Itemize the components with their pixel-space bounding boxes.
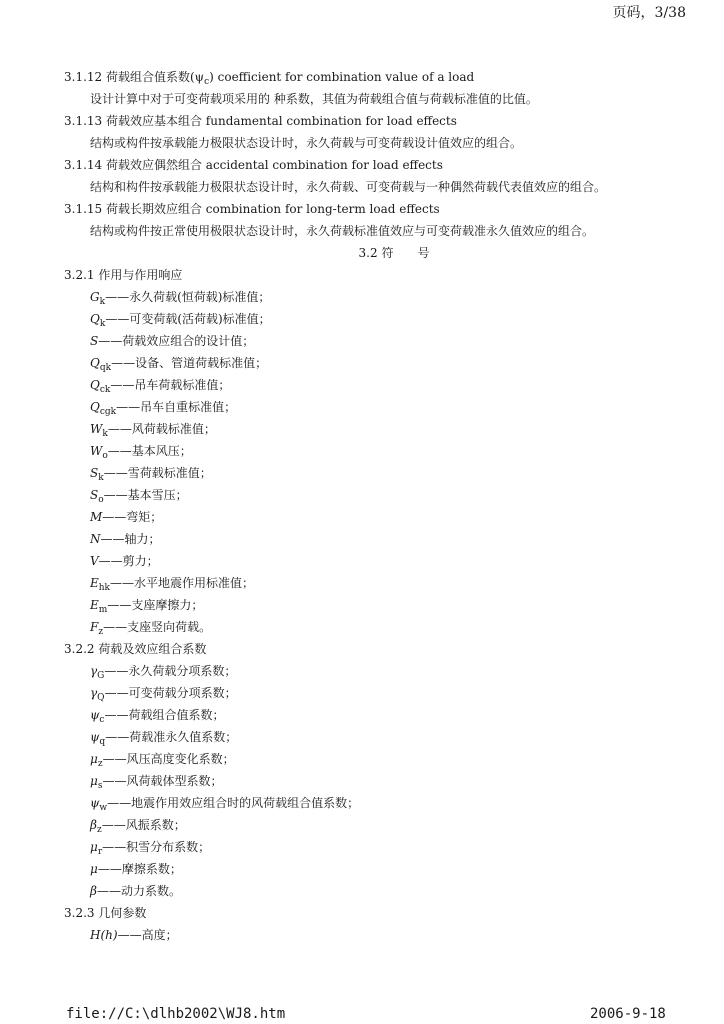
symbol-item: [64, 374, 684, 396]
symbol-item: [64, 660, 684, 682]
symbol-description: ——水平地震作用标准值；: [110, 576, 255, 590]
symbol: W: [90, 444, 103, 458]
symbol: μ: [90, 774, 98, 788]
symbol-description: ——地震作用效应组合时的风荷载组合值系数；: [107, 796, 360, 810]
symbol-subscript: k: [98, 473, 104, 483]
symbol-item: [64, 484, 684, 506]
symbol: μ: [90, 862, 98, 876]
symbol-item: [64, 814, 684, 836]
symbol-description: ——风振系数；: [101, 818, 186, 832]
symbol: β: [90, 884, 97, 898]
symbol-subscript: c: [99, 715, 105, 725]
symbol-description: ——永久荷载(恒荷载)标准值；: [105, 290, 271, 304]
symbol-description: ——高度；: [117, 928, 178, 942]
symbol-subscript: ck: [99, 385, 111, 395]
symbol: Q: [90, 378, 100, 392]
term-heading: 3.1.12 荷载组合值系数$(\psi_c)$ coefficient for combination value of a load: [64, 70, 475, 87]
symbol: ψ: [90, 796, 100, 810]
term-heading: 3.1.13 荷载效应基本组合 fundamental combination for load effects: [64, 114, 457, 128]
page-number: 页码，3/38: [612, 5, 686, 21]
symbol-item: [64, 682, 684, 704]
symbol-item: [64, 726, 684, 748]
symbol: ψ: [90, 730, 100, 744]
symbol-subscript: z: [98, 627, 104, 637]
symbol-description: ——荷载效应组合的设计值；: [98, 334, 255, 348]
symbol-item: [64, 858, 684, 880]
symbol-description: ——吊车荷载标准值；: [110, 378, 231, 392]
symbol: S: [90, 466, 99, 480]
symbol-item: [64, 462, 684, 484]
symbol-description: ——积雪分布系数；: [102, 840, 211, 854]
symbol-item: [64, 330, 684, 352]
symbol-subscript: m: [98, 605, 108, 615]
term-definition: 设计计算中对于可变荷载项采用的 种系数，其值为荷载组合值与荷载标准值的比值。: [90, 92, 538, 106]
symbol-description: ——可变荷载(活荷载)标准值；: [105, 312, 271, 326]
symbol-item: [64, 770, 684, 792]
symbol-item: [64, 286, 684, 308]
symbol-description: ——吊车自重标准值；: [116, 400, 237, 414]
symbol: S: [90, 334, 99, 348]
symbol-description: ——支座竖向荷载。: [103, 620, 212, 634]
symbol: F: [90, 620, 99, 634]
symbol-subscript: G: [97, 671, 105, 681]
subsection-title: 3.2.1 作用与作用响应: [64, 268, 183, 282]
symbol: μ: [90, 752, 98, 766]
symbol: E: [90, 598, 99, 612]
symbol-item: [64, 616, 684, 638]
symbol-description: ——风荷载体型系数；: [102, 774, 223, 788]
symbol-item: [64, 836, 684, 858]
symbol-list: [64, 924, 684, 946]
symbol-list: [64, 660, 684, 902]
symbol-description: ——摩擦系数；: [97, 862, 182, 876]
symbol-description: ——荷载组合值系数；: [104, 708, 225, 722]
symbol-description: ——动力系数。: [96, 884, 181, 898]
symbol: E: [90, 576, 99, 590]
symbol-description: ——可变荷载分项系数；: [104, 686, 237, 700]
symbol-subscript: s: [97, 781, 103, 791]
symbol-subscript: k: [99, 319, 106, 329]
symbol-item: [64, 352, 684, 374]
symbol-item: [64, 880, 684, 902]
symbol-description: ——雪荷载标准值；: [103, 466, 212, 480]
symbol-item: [64, 704, 684, 726]
symbol-subscript: cgk: [99, 407, 117, 417]
term-definition: 结构和构件按承载能力极限状态设计时，永久荷载、可变荷载与一种偶然荷载代表值效应的组合。: [90, 180, 607, 194]
symbol-description: ——荷载准永久值系数；: [105, 730, 238, 744]
symbol-subscript: r: [97, 847, 103, 857]
symbol: H(h): [90, 928, 118, 942]
symbol-item: [64, 506, 684, 528]
symbol: Q: [90, 400, 100, 414]
symbol-description: ——支座摩擦力；: [107, 598, 204, 612]
symbol-subscript: k: [99, 297, 106, 307]
subsection-title: 3.2.3 几何参数: [64, 906, 147, 920]
symbol-description: ——风荷载标准值；: [107, 422, 216, 436]
symbol: ψ: [90, 708, 100, 722]
symbol-item: [64, 748, 684, 770]
section-title: 3.2 符 号: [358, 246, 430, 260]
symbol-description: ——剪力；: [98, 554, 159, 568]
file-path: file://C:\dlhb2002\WJ8.htm: [66, 1006, 286, 1022]
symbol-subscript: k: [102, 429, 108, 439]
term-heading: 3.1.15 荷载长期效应组合 combination for long-term load effects: [64, 202, 440, 216]
symbol-description: ——风压高度变化系数；: [102, 752, 235, 766]
symbol-item: [64, 924, 684, 946]
symbol-subscript: z: [97, 759, 103, 769]
symbol-list: [64, 286, 684, 638]
symbol-item: [64, 572, 684, 594]
symbol-description: ——弯矩；: [102, 510, 163, 524]
document-body: [64, 66, 684, 946]
symbol-item: [64, 396, 684, 418]
symbol: G: [90, 290, 100, 304]
print-date: 2006-9-18: [590, 1006, 666, 1022]
symbol-item: [64, 440, 684, 462]
term-definition: 结构或构件按承载能力极限状态设计时，永久荷载与可变荷载设计值效应的组合。: [90, 136, 523, 150]
symbol-item: [64, 418, 684, 440]
term-definition: 结构或构件按正常使用极限状态设计时，永久荷载标准值效应与可变荷载准永久值效应的组合。: [90, 224, 595, 238]
symbol: Q: [90, 356, 100, 370]
symbol-item: [64, 528, 684, 550]
symbol-subscript: w: [99, 803, 108, 813]
symbol-description: ——基本风压；: [107, 444, 192, 458]
symbol-subscript: o: [98, 495, 104, 505]
symbol: N: [90, 532, 101, 546]
symbol-description: ——基本雪压；: [103, 488, 188, 502]
symbol-item: [64, 792, 684, 814]
symbol-description: ——设备、管道荷载标准值；: [111, 356, 268, 370]
symbol-item: [64, 550, 684, 572]
symbol-subscript: o: [102, 451, 108, 461]
symbol: γ: [90, 664, 98, 678]
symbol: β: [90, 818, 97, 832]
symbol-subscript: z: [96, 825, 102, 835]
symbol: Q: [90, 312, 100, 326]
symbol-subscript: q: [99, 737, 106, 747]
symbol-item: [64, 594, 684, 616]
term-heading: 3.1.14 荷载效应偶然组合 accidental combination for load effects: [64, 158, 443, 172]
symbol: S: [90, 488, 99, 502]
symbol: V: [90, 554, 99, 568]
symbol: μ: [90, 840, 98, 854]
symbol-description: ——永久荷载分项系数；: [104, 664, 237, 678]
symbol: M: [90, 510, 103, 524]
symbol-subscript: qk: [99, 363, 112, 373]
subsection-title: 3.2.2 荷载及效应组合系数: [64, 642, 207, 656]
symbol-subscript: hk: [98, 583, 111, 593]
symbol-description: ——轴力；: [100, 532, 161, 546]
symbol: W: [90, 422, 103, 436]
symbol-subscript: Q: [97, 693, 105, 703]
symbol-item: [64, 308, 684, 330]
symbol: γ: [90, 686, 98, 700]
